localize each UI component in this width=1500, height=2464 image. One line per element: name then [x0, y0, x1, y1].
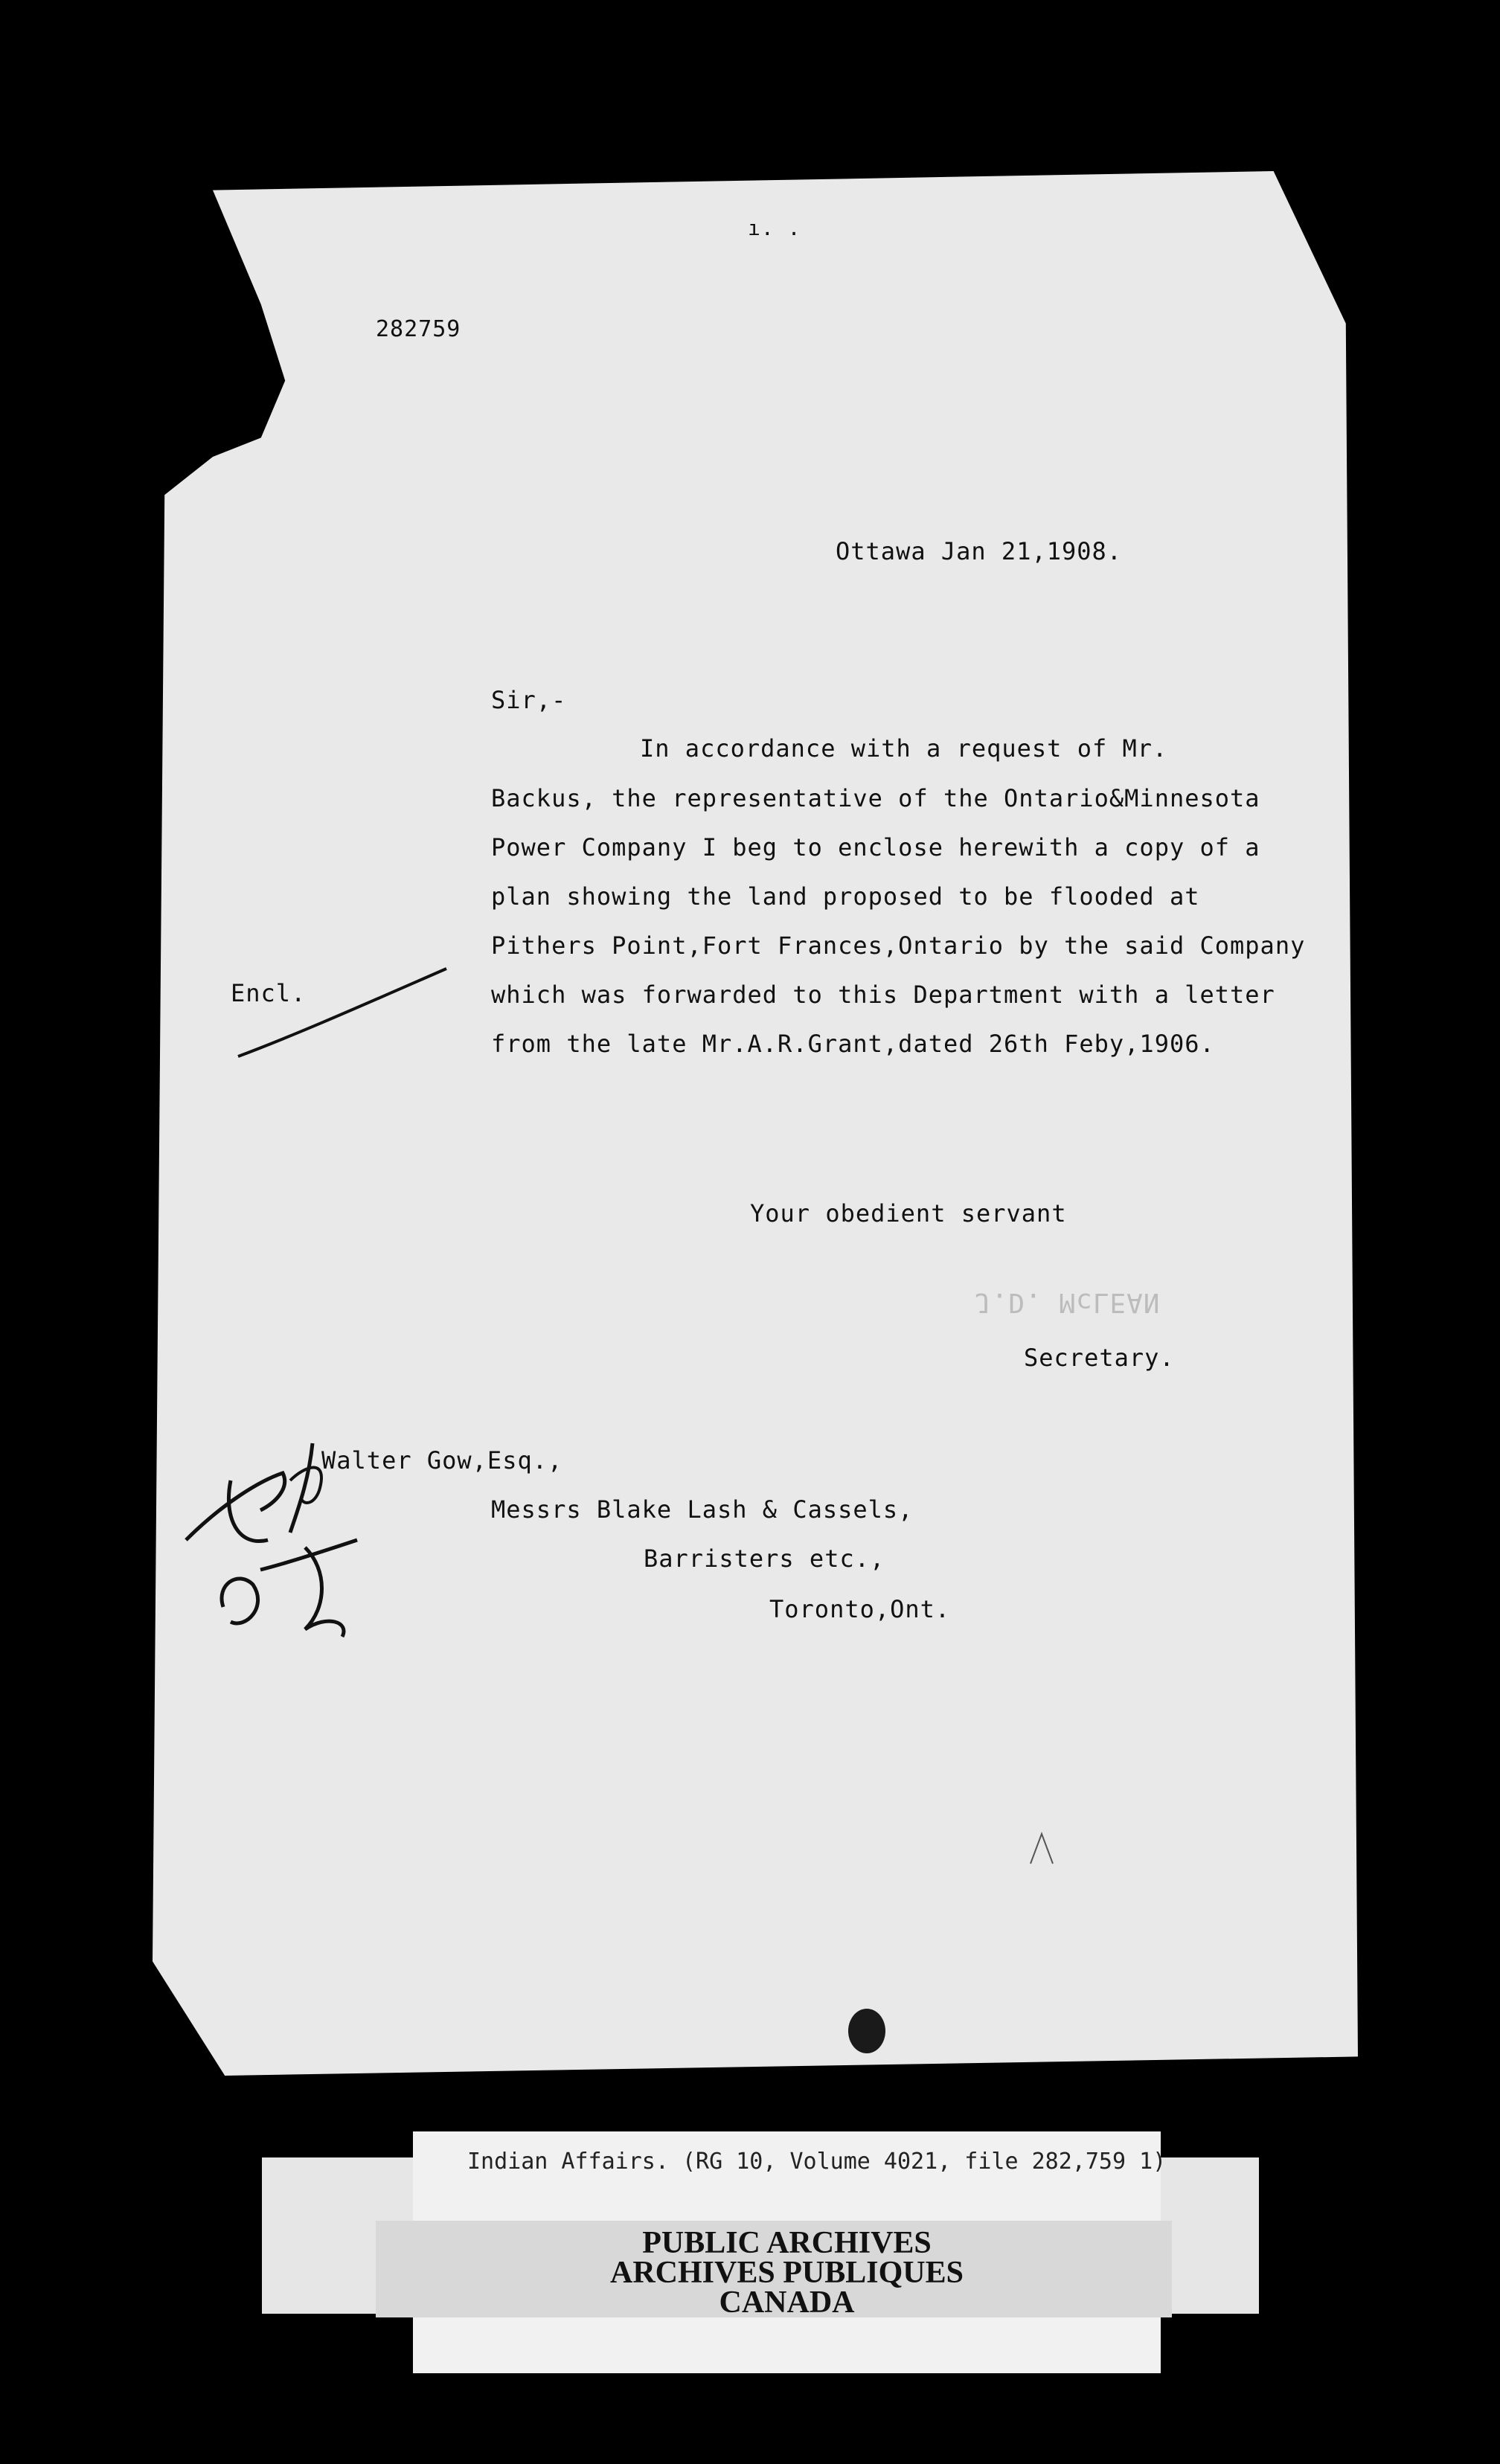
body-line-2: Backus, the representative of the Ontario&Minnesota [491, 784, 1260, 812]
archive-institution [413, 2226, 1161, 2320]
top-marks: ı. . [748, 216, 801, 240]
letter-date: Ottawa Jan 21,1908. [836, 537, 1123, 565]
signer-title: Secretary. [1024, 1344, 1175, 1372]
body-line-3: Power Company I beg to enclose herewith a copy of a [491, 833, 1260, 862]
letter-page [153, 171, 1358, 2076]
enclosure-pen-stroke [231, 960, 454, 1064]
body-line-5: Pithers Point,Fort Frances,Ontario by the said Company [491, 931, 1306, 960]
archive-reference: Indian Affairs. (RG 10, Volume 4021, file 282,759 1) [467, 2149, 1167, 2175]
handwritten-initials [179, 1436, 372, 1659]
institution-line-1: PUBLIC ARCHIVES [642, 2226, 932, 2260]
pencil-caret-mark [1027, 1830, 1057, 1867]
salutation: Sir,- [491, 686, 567, 714]
file-number: 282759 [376, 316, 461, 342]
body-line-4: plan showing the land proposed to be flooded at [491, 882, 1200, 911]
institution-line-3: CANADA [719, 2285, 855, 2320]
signature-stamp: J.D. McLEAN [975, 1287, 1161, 1318]
address-line-2: Messrs Blake Lash & Cassels, [491, 1495, 914, 1524]
closing: Your obedient servant [750, 1199, 1067, 1228]
address-line-3: Barristers etc., [644, 1544, 885, 1573]
address-line-4: Toronto,Ont. [769, 1595, 951, 1623]
body-line-1: In accordance with a request of Mr. [640, 734, 1168, 763]
body-line-6: which was forwarded to this Department with a letter [491, 981, 1275, 1009]
binding-hole [848, 2009, 885, 2053]
enclosure-note: Encl. [231, 979, 307, 1007]
body-line-7: from the late Mr.A.R.Grant,dated 26th Feby,1906. [491, 1030, 1215, 1058]
address-line-1: Walter Gow,Esq., [321, 1446, 563, 1475]
institution-line-2: ARCHIVES PUBLIQUES [610, 2256, 964, 2290]
